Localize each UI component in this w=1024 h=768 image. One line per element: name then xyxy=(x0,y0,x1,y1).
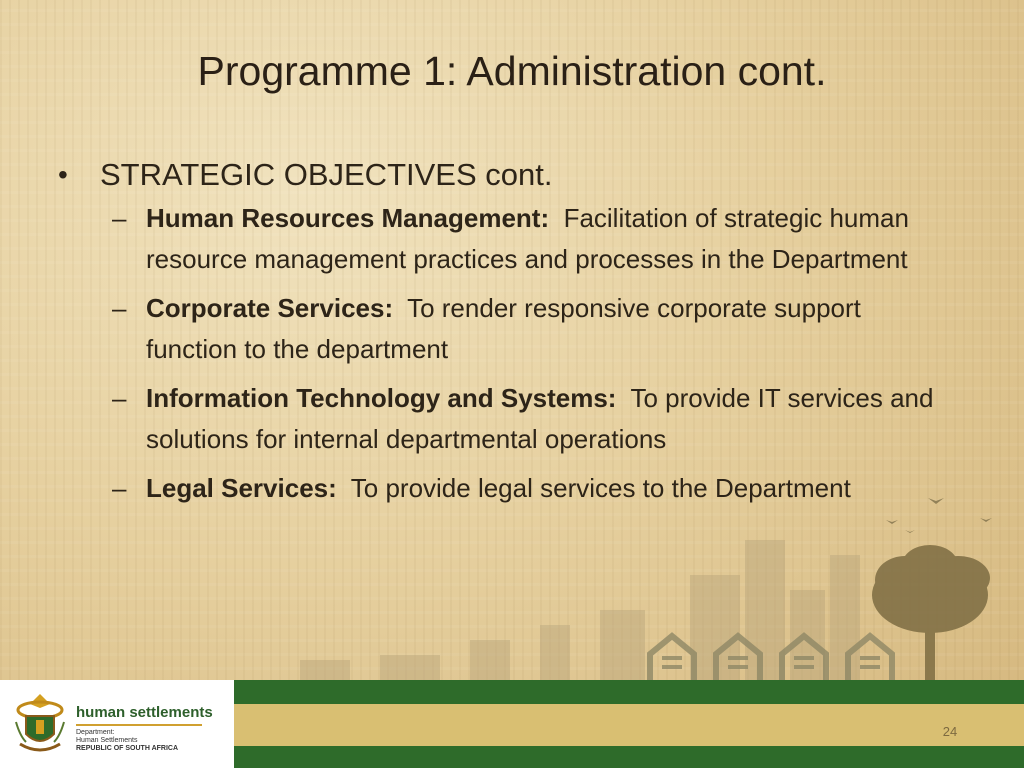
dash-icon: – xyxy=(112,293,127,323)
coat-of-arms-icon xyxy=(14,692,66,758)
dash-icon: – xyxy=(112,473,127,503)
sub-item-heading: Corporate Services: xyxy=(146,293,394,323)
sub-item-text: To provide IT services and solutions for internal departmental operations xyxy=(146,383,934,454)
sub-item-heading: Human Resources Management: xyxy=(146,203,550,233)
dash-icon: – xyxy=(112,383,127,413)
slide-title: Programme 1: Administration cont. xyxy=(197,48,827,94)
bullet-item xyxy=(58,154,958,196)
sub-item-list xyxy=(112,198,958,509)
bullet-dot-icon: • xyxy=(58,159,68,190)
sub-item-heading: Legal Services: xyxy=(146,473,337,503)
footer-band-bottom xyxy=(234,746,1024,768)
footer-band-top xyxy=(234,680,1024,704)
slide-number: 24 xyxy=(942,724,958,739)
sub-item-text: To provide legal services to the Department xyxy=(350,473,851,503)
sub-item xyxy=(112,198,958,280)
footer-band-middle xyxy=(234,704,1024,746)
department-label: Department: Human Settlements REPUBLIC OF SOUTH AFRICA xyxy=(76,729,179,752)
brand-name: human settlements xyxy=(76,704,213,721)
sub-item-text: To render responsive corporate support function to the department xyxy=(146,293,861,364)
sub-item xyxy=(112,378,958,460)
sub-item-heading: Information Technology and Systems: xyxy=(146,383,617,413)
sub-item xyxy=(112,288,958,370)
bullet-text: STRATEGIC OBJECTIVES cont. xyxy=(100,157,553,192)
dash-icon: – xyxy=(112,203,127,233)
brand-divider xyxy=(76,724,202,726)
sub-item-text: Facilitation of strategic human resource management practices and processes in the Department xyxy=(146,203,909,274)
sub-item xyxy=(112,468,958,509)
slide-content xyxy=(58,154,958,517)
